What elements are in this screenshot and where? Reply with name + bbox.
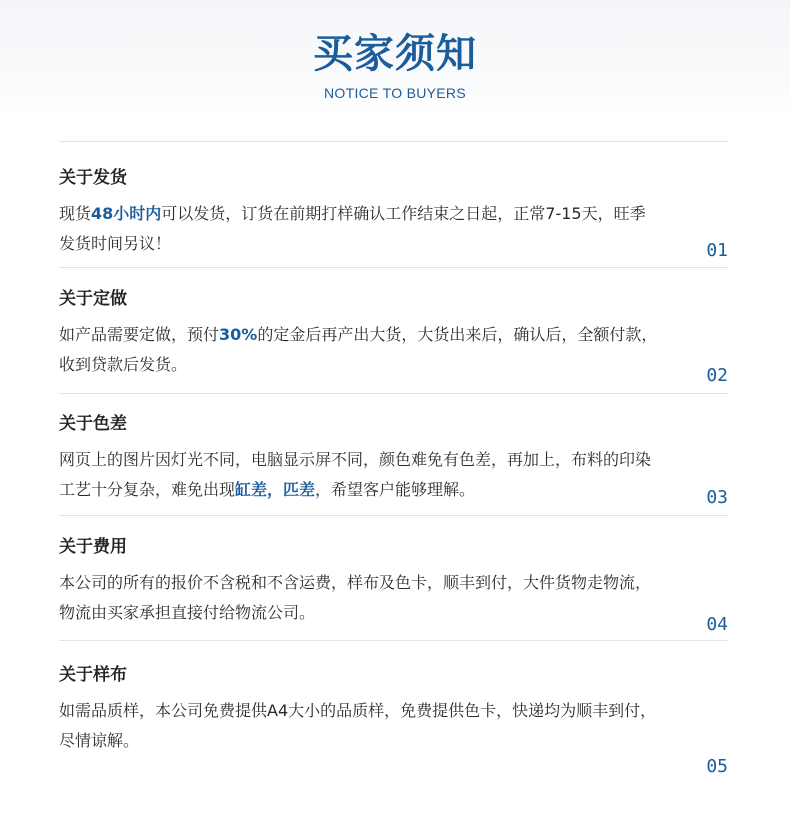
section-line: 网页上的图片因灯光不同，电脑显示屏不同，颜色难免有色差，再加上，布料的印染 [59,450,652,469]
section-number: 05 [706,756,728,777]
section-line [59,199,749,229]
notice-section-color-difference [59,412,749,505]
section-title: 关于色差 [59,414,127,434]
section-line [59,475,749,505]
section-line: 本公司的所有的报价不含税和不含运费，样布及色卡，顺丰到付，大件货物走物流， [59,573,652,592]
divider [59,141,728,142]
notice-section-samples [59,663,749,756]
notice-section-shipping [59,166,749,259]
section-number: 04 [706,614,728,635]
notice-section-custom-order [59,287,749,380]
section-line: 尽情谅解。 [59,731,140,750]
section-title: 关于费用 [59,537,127,557]
divider [59,640,728,641]
section-number: 03 [706,487,728,508]
section-line [59,320,749,350]
section-line: 发货时间另议！ [59,234,172,253]
section-body [59,320,749,380]
highlight-text: 30% [219,325,258,344]
section-body [59,199,749,259]
text-segment: 可以发货，订货在前期打样确认工作结束之日起，正常7-15天，旺季 [161,204,646,223]
text-segment: ，希望客户能够理解。 [315,480,476,499]
section-body [59,445,749,505]
divider [59,393,728,394]
page-subtitle: NOTICE TO BUYERS [324,85,466,101]
section-title: 关于发货 [59,168,127,188]
section-body [59,568,749,628]
divider [59,267,728,268]
section-body [59,696,749,756]
highlight-text: 48小时内 [91,204,162,223]
section-line: 收到贷款后发货。 [59,355,188,374]
section-number: 02 [706,365,728,386]
page-title: 买家须知 [313,31,477,77]
section-title: 关于定做 [59,289,127,309]
section-line: 物流由买家承担直接付给物流公司。 [59,603,316,622]
text-segment: 如产品需要定做，预付 [59,325,220,344]
text-segment: 现货 [59,204,92,223]
divider [59,515,728,516]
section-title: 关于样布 [59,665,127,685]
highlight-text: 缸差，匹差 [235,480,316,499]
section-line: 如需品质样，本公司免费提供A4大小的品质样，免费提供色卡，快递均为顺丰到付， [59,701,657,720]
text-segment: 工艺十分复杂，难免出现 [59,480,236,499]
section-number: 01 [706,240,728,261]
text-segment: 的定金后再产出大货，大货出来后，确认后，全额付款， [257,325,658,344]
notice-section-fees [59,535,749,628]
